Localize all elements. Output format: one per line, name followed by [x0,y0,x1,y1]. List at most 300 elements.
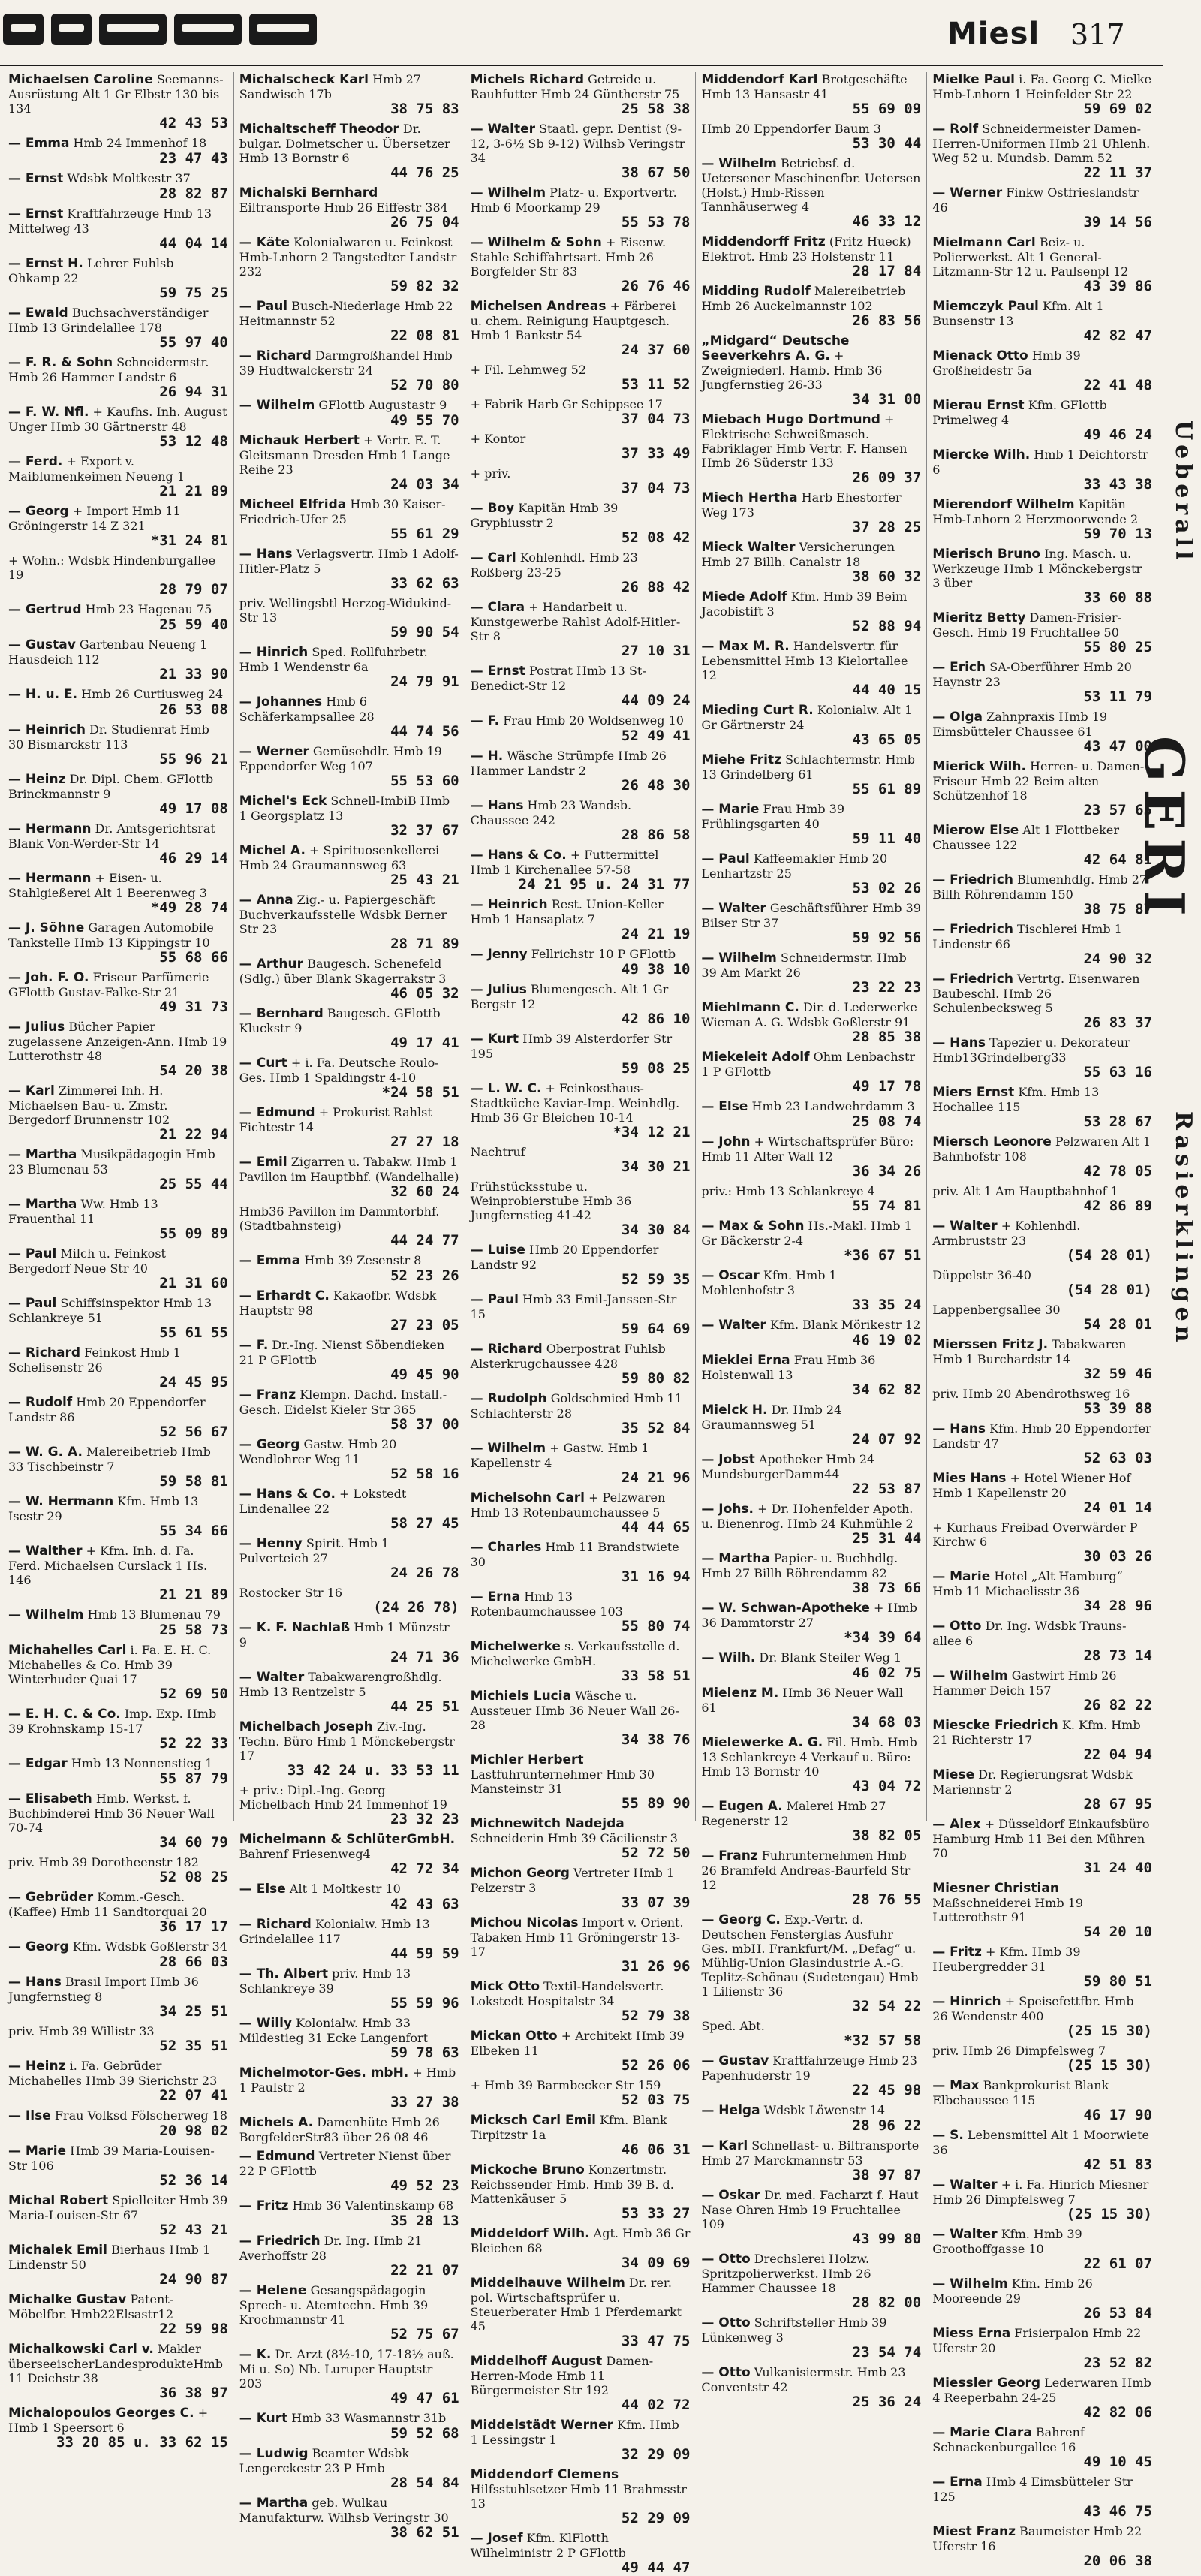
entry-name: — Gebrüder [8,1890,94,1905]
directory-entry [239,1056,459,1101]
entry-name: — Edgar [8,1756,68,1771]
entry-name: — Otto [932,1619,982,1634]
entry-detail: Kolonialw. Hmb 33 Mildestieg 31 Ecke Langenfort [239,2016,429,2045]
directory-entry [239,2115,459,2144]
directory-entry [932,185,1152,230]
entry-phone: 38 97 87 [852,2167,922,2183]
directory-entry [8,72,228,131]
entry-detail: i. Fa. Georg C. Mielke Hmb-Lnhorn 1 Heinfelder Str 22 [932,72,1152,101]
entry-name: — Werner [932,185,1003,200]
directory-entry [471,1243,691,1288]
entry-name: — Clara [470,600,525,615]
directory-entry [471,2113,691,2158]
entry-name: — E. H. C. & Co. [8,1707,121,1722]
directory-entry [8,1707,228,1752]
entry-detail: Rest. Union-Keller Hmb 1 Hansaplatz 7 [470,897,664,926]
directory-entry [239,122,459,181]
entry-phone: 33 60 88 [1083,589,1152,606]
entry-detail: + Dr. Hohenfelder Apoth. u. Bienenrog. Hmb 24 Kuhmühle 2 [701,1502,914,1531]
entry-name: — Julius [8,1020,65,1035]
entry-detail: Dir. d. Lederwerke Wieman A. G. Wdsbk Goßlerstr 91 [701,1000,917,1029]
entry-phone: 43 04 72 [852,1778,922,1794]
entry-name: Mierick Wilh. [932,759,1026,774]
entry-name: — Ferd. [8,454,63,469]
directory-entry [239,2347,459,2406]
entry-phone: 26 53 08 [159,701,228,718]
directory-entry [239,2198,459,2229]
entry-name: — Georg C. [701,1912,781,1927]
entry-phone: 27 23 05 [390,1317,459,1333]
entry-phone: 28 17 84 [852,263,922,279]
entry-phone: 52 70 80 [390,377,459,393]
entry-name: — Else [239,1882,286,1897]
directory-entry [471,550,691,595]
entry-phone: 52 29 09 [621,2510,691,2526]
entry-detail: Kfm. Hmb 26 Mooreende 29 [932,2276,1093,2306]
directory-entry [471,1915,691,1975]
directory-entry [239,794,459,839]
entry-detail: Fuhrunternehmen Hmb 26 Bramfeld Andreas-Baurfeld Str 12 [701,1848,911,1892]
entry-phone: 44 59 59 [390,1945,459,1962]
directory-entry [471,1490,691,1535]
directory-entry [8,1607,228,1638]
entry-phone: 46 06 31 [621,2141,691,2158]
entry-name: — Marie [932,1569,991,1584]
entry-phone: 55 61 89 [852,781,922,797]
entry-detail: Hmb. Werkst. f. Buchbinderei Hmb 36 Neuer Wall 70-74 [8,1791,215,1835]
entry-phone: 20 06 38 [1083,2553,1152,2569]
entry-detail: s. Verkaufsstelle d. Michelwerke GmbH. [470,1639,680,1668]
entry-phone: 49 55 70 [390,412,459,429]
entry-detail: Hmb 1 Deichtorstr 6 [932,447,1148,477]
directory-entry [239,1006,459,1051]
entry-name: — Walter [239,1670,305,1685]
entry-phone: 25 58 73 [159,1622,228,1638]
entry-name: — F. R. & Sohn [8,355,113,370]
entry-name: Michler Herbert [470,1752,584,1767]
entry-detail: + Pelzwaren Hmb 13 Rotenbaumchaussee 5 [470,1490,666,1520]
entry-phone: 46 02 75 [852,1665,922,1681]
entry-phone: 28 67 95 [1083,1796,1152,1812]
entry-name: — H. u. E. [8,687,78,702]
directory-entry [8,206,228,252]
directory-entry [471,1180,691,1238]
directory-entry [471,1081,691,1140]
directory-entry [932,1767,1152,1812]
entry-name: — Paul [8,1296,57,1311]
entry-phone: 26 76 46 [621,278,691,294]
entry-name: — Ilse [8,2108,51,2123]
entry-name: — Oskar [701,2188,761,2203]
entry-name: — Richard [8,1345,81,1360]
directory-column [234,72,465,2541]
entry-name: Michahelles Carl [8,1643,127,1658]
entry-name: Middendorf Clemens [470,2467,619,2482]
entry-phone: 28 66 03 [159,1954,228,1970]
entry-detail: Fellrichstr 10 P GFlottb [531,947,676,961]
entry-name: Miercke Wilh. [932,447,1031,462]
entry-detail: priv. Hmb 26 Dimpfelsweg 7 [932,2044,1106,2058]
directory-entry [8,1445,228,1490]
entry-name: — W. Schwan-Apotheke [701,1601,870,1616]
directory-entry [701,2103,921,2134]
entry-phone: 44 04 14 [159,235,228,252]
directory-entry [932,610,1152,655]
entry-detail: Makler überseeischerLandesprodukteHmb 11 Deichstr 38 [8,2342,223,2385]
entry-name: — Josef [470,2531,523,2546]
directory-entry [701,1502,921,1547]
directory-entry [701,490,921,535]
entry-phone: 55 34 66 [159,1523,228,1539]
entry-name: — Georg [8,1939,69,1954]
directory-entry [701,72,921,117]
entry-detail: Harb Ehestorfer Weg 173 [701,490,902,520]
entry-phone: 22 21 07 [390,2262,459,2279]
entry-name: Miesner Christian [932,1881,1059,1896]
entry-phone: 53 28 67 [1083,1113,1152,1130]
entry-detail: Hmb 24 Immenhof 18 [73,136,207,150]
entry-name: — Joh. F. O. [8,970,89,985]
directory-entry [701,2252,921,2311]
directory-entry [471,1391,691,1436]
directory-entry [239,645,459,690]
entry-phone: 52 22 33 [159,1735,228,1752]
directory-entry [701,1000,921,1045]
entry-phone: 42 86 89 [1083,1198,1152,1214]
entry-phone: 53 33 27 [621,2205,691,2222]
directory-entry [701,1219,921,1264]
entry-detail: Klempn. Dachd. Install.-Gesch. Eidelst Kieler Str 365 [239,1387,447,1417]
entry-name: — Rolf [932,122,979,137]
entry-phone: 59 69 02 [1083,101,1152,117]
entry-detail: + Wohn.: Wdsbk Hindenburgallee 19 [8,553,216,582]
entry-detail: Oberpostrat Fuhlsb Alsterkrugchaussee 428 [470,1342,666,1371]
entry-name: — Wilhelm [239,398,315,413]
directory-entry [932,660,1152,705]
entry-name: — Hans & Co. [470,848,567,863]
entry-detail: + Fil. Lehmweg 52 [470,363,587,377]
entry-detail: Brotgeschäfte Hmb 13 Hansastr 41 [701,72,908,101]
entry-detail: Hmb 23 Landwehrdamm 3 [751,1099,915,1113]
directory-entry [239,2065,459,2111]
entry-detail: Garagen Automobile Tankstelle Hmb 13 Kippingstr 10 [8,920,214,950]
entry-phone: 24 21 95 u. 24 31 77 [518,876,691,893]
entry-phone: 59 80 82 [621,1370,691,1387]
entry-name: — Wilhelm [701,951,777,966]
directory-entry [471,2029,691,2074]
entry-detail: + Elektrische Schweißmasch. Fabriklager Hmb Vertr. F. Hansen Hmb 26 Süderstr 133 [701,412,908,470]
entry-detail: Kfm. Alt 1 Bunsenstr 13 [932,299,1104,328]
entry-phone: 52 59 35 [621,1271,691,1288]
entry-phone: 25 59 40 [159,616,228,633]
entry-detail: Schnell-ImbiB Hmb 1 Georgsplatz 13 [239,794,450,823]
directory-entry [471,1866,691,1911]
briefcase-icon [249,14,317,45]
entry-phone: 32 59 46 [1083,1366,1152,1382]
entry-name: Middendorff Fritz [701,234,826,249]
entry-phone: 54 20 38 [159,1062,228,1079]
entry-detail: Dr. med. Facharzt f. Haut Nase Ohren Hmb 19 Fruchtallee 109 [701,2188,919,2231]
entry-name: — K. [239,2347,272,2362]
entry-phone: 55 69 09 [852,101,922,117]
entry-detail: + Zweigniederl. Hamb. Hmb 36 Jungfernstieg 26-33 [701,348,883,392]
entry-name: — Werner [239,744,309,759]
directory-entry [471,1292,691,1337]
entry-phone: 44 40 15 [852,682,922,698]
entry-name: Mierisch Bruno [932,547,1041,562]
entry-name: — Jenny [470,947,528,962]
entry-phone: 52 69 50 [159,1686,228,1702]
entry-detail: Apotheker Hmb 24 MundsburgerDamm44 [701,1452,875,1481]
entry-detail: Tabakwaren Hmb 1 Burchardstr 14 [932,1337,1127,1366]
entry-name: — Franz [701,1848,758,1863]
entry-detail: Import v. Orient. Tabaken Hmb 11 Gröningerstr 13-17 [470,1915,684,1959]
entry-phone: *24 58 51 [381,1084,459,1101]
entry-detail: + Kontor [470,432,526,446]
entry-name: Miessler Georg [932,2376,1041,2391]
directory-entry [8,1083,228,1143]
entry-name: — Heinrich [470,897,548,912]
entry-name: — Franz [239,1387,296,1402]
directory-entry [932,2128,1152,2173]
directory-entry [932,497,1152,542]
directory-entry [701,752,921,797]
directory-entry [471,897,691,942]
entry-name: — Johannes [239,694,323,710]
entry-phone: 37 04 73 [621,480,691,496]
entry-name: — Walter [932,2177,998,2192]
entry-phone: 55 97 40 [159,334,228,351]
entry-detail: Kfm. Hmb 39 Groothoffgasse 10 [932,2227,1082,2256]
entry-detail: Herren- u. Damen-Friseur Hmb 22 Beim alten Schützenhof 18 [932,759,1145,803]
directory-column [927,72,1157,2569]
entry-name: — Erna [470,1589,521,1604]
entry-name: — Wilhelm [8,1607,84,1622]
entry-name: — Edmund [239,2149,315,2164]
directory-entry [8,1296,228,1341]
entry-name: — Friedrich [239,2234,321,2249]
entry-phone: 55 96 21 [159,751,228,767]
entry-phone: 52 75 67 [390,2326,459,2343]
entry-detail: (Fritz Hueck) Elektrot. Hmb 23 Holstenstr 11 [701,234,911,264]
directory-entry [8,405,228,450]
entry-detail: Vertrtg. Eisenwaren Baubeschl. Hmb 26 Schulenbecksweg 5 [932,972,1140,1015]
entry-name: — Rudolph [470,1391,547,1406]
directory-entry [8,1756,228,1787]
entry-name: — Richard [239,1917,312,1932]
directory-entry [932,1881,1152,1940]
entry-detail: Baugesch. Schenefeld (Sdlg.) über Blank Skagerrakstr 3 [239,957,447,986]
entry-phone: 38 60 32 [852,568,922,585]
directory-entry [239,2496,459,2541]
suitcase-icon [51,14,92,45]
entry-name: — Fritz [932,1945,982,1960]
entry-detail: Goldschmied Hmb 11 Schlachterstr 28 [470,1391,682,1421]
directory-entry [932,1387,1152,1417]
entry-detail: Gemüsehdlr. Hmb 19 Eppendorfer Weg 107 [239,744,442,773]
entry-phone: 59 75 25 [159,285,228,301]
directory-entry [932,872,1152,917]
entry-phone: 59 52 68 [390,2425,459,2442]
entry-phone: 55 80 25 [1083,639,1152,655]
entry-phone: 23 22 23 [852,979,922,996]
entry-phone: 22 61 07 [1083,2255,1152,2272]
entry-detail: Platz- u. Exportvertr. Hmb 6 Moorkamp 29 [470,185,677,215]
entry-name: — Richard [239,348,312,363]
entry-name: — Wilhelm [932,1668,1008,1683]
entry-phone: 59 92 56 [852,929,922,946]
entry-detail: Hmb 33 Wasmannstr 31b [291,2411,447,2425]
directory-entry [701,1799,921,1844]
directory-entry [8,920,228,966]
directory-entry [932,547,1152,606]
directory-entry [471,982,691,1027]
entry-detail: Dr. rer. pol. Wirtschaftsprüfer u. Steuerberater Hmb 1 Pferdemarkt 45 [470,2276,682,2333]
entry-name: — Ernst [8,206,64,221]
directory-entry [239,843,459,888]
directory-entry [932,759,1152,818]
entry-name: — Friedrich [932,972,1013,987]
directory-entry [701,1318,921,1348]
entry-name: — Walter [470,122,535,137]
entry-detail: Dr. bulgar. Dolmetscher u. Übersetzer Hmb 13 Bornstr 6 [239,122,450,165]
entry-name: Mielke Paul [932,72,1015,87]
entry-detail: + Hmb 1 Speersort 6 [8,2406,209,2435]
entry-name: — Gertrud [8,602,82,617]
entry-name: — Fritz [239,2198,289,2213]
entry-name: — Wilhelm [932,2276,1008,2291]
entry-name: — Karl [8,1083,55,1098]
entry-detail: Darmgroßhandel Hmb 39 Hudtwalckerstr 24 [239,348,453,378]
entry-name: Miehlmann C. [701,1000,799,1015]
entry-detail: priv. Wellingsbtl Herzog-Widukind-Str 13 [239,596,452,625]
entry-phone: 52 63 03 [1083,1450,1152,1466]
directory-entry [8,871,228,916]
entry-detail: Hmb 39 Alsterdorfer Str 195 [470,1032,673,1061]
entry-phone: 44 76 25 [390,164,459,181]
entry-name: — Arthur [239,957,303,972]
entry-phone: 32 29 09 [621,2446,691,2463]
entry-name: Miest Franz [932,2524,1016,2539]
directory-entry [471,664,691,709]
directory-entry [8,1494,228,1539]
directory-entry [701,2315,921,2361]
entry-phone: 28 79 07 [159,581,228,598]
entry-detail: Nachtruf [470,1145,525,1159]
entry-phone: 49 52 23 [390,2177,459,2194]
entry-name: — Richard [470,1342,543,1357]
entry-detail: Bahrenf Friesenweg4 [239,1847,371,1861]
entry-detail: Spirit. Hmb 1 Pulverteich 27 [239,1536,390,1565]
entry-name: — Curt [239,1056,287,1071]
entry-detail: Tapezier u. Dekorateur Hmb13Grindelberg33 [932,1035,1130,1065]
entry-detail: Papier- u. Buchhdlg. Hmb 27 Billh Röhrendamm 82 [701,1551,898,1580]
entry-phone: 23 57 65 [1083,802,1152,818]
directory-entry [239,2149,459,2194]
entry-detail: Fil. Hmb. Hmb 13 Schlankreye 4 Verkauf u. Büro: Hmb 13 Bornstr 40 [701,1735,917,1779]
entry-phone: 46 29 14 [159,850,228,866]
directory-entry [701,901,921,946]
entry-name: — Friedrich [932,922,1013,937]
entry-phone: 26 53 84 [1083,2305,1152,2321]
entry-detail: + Düsseldorf Einkaufsbüro Hamburg Hmb 11 Bei den Mühren 70 [932,1817,1150,1860]
directory-entry [239,957,459,1002]
entry-detail: SA-Oberführer Hmb 20 Haynstr 23 [932,660,1132,689]
entry-phone: 34 60 79 [159,1834,228,1851]
directory-entry [239,1586,459,1616]
directory-entry [8,2059,228,2104]
entry-phone: 43 39 86 [1083,278,1152,294]
entry-detail: Schneiderin Hmb 39 Cäcilienstr 3 [470,1831,678,1845]
entry-detail: + i. Fa. Hinrich Miesner Hmb 26 Dimpfelsweg 7 [932,2177,1149,2207]
entry-name: — Erich [932,660,986,675]
directory-entry [932,1268,1152,1298]
entry-name: — Wilhelm [470,1441,546,1456]
entry-phone: 52 56 67 [159,1424,228,1440]
entry-name: — Hermann [8,821,92,836]
entry-name: — Marie [8,2144,67,2159]
entry-detail: Ww. Hmb 13 Frauenthal 11 [8,1197,158,1226]
entry-name: — Paul [701,851,750,866]
directory-entry [932,2044,1152,2074]
entry-detail: Musikpädagogin Hmb 23 Blumenau 53 [8,1147,215,1177]
entry-detail: Tabakwarengroßhdlg. Hmb 13 Rentzelstr 5 [239,1670,442,1699]
entry-phone: 49 17 78 [852,1078,922,1095]
directory-entry [932,122,1152,181]
directory-entry [471,1816,691,1861]
entry-detail: i. Fa. Gebrüder Michahelles Hmb 39 Sierichstr 23 [8,2059,218,2088]
directory-entry [8,2292,228,2337]
entry-phone: 34 09 69 [621,2255,691,2271]
entry-name: Michaltscheff Theodor [239,122,399,137]
entry-detail: Komm.-Gesch. (Kaffee) Hmb 11 Sandtorquai 20 [8,1890,207,1919]
directory-entry [471,1145,691,1175]
entry-phone: 28 82 87 [159,185,228,202]
directory-entry [701,1551,921,1596]
entry-phone: 22 45 98 [852,2082,922,2098]
entry-detail: i. Fa. E. H. C. Michahelles & Co. Hmb 39 Winterhuder Quai 17 [8,1643,212,1686]
entry-detail: Vertreter Nienst über 22 P GFlottb [239,2149,451,2178]
directory-entry [239,299,459,344]
entry-detail: Hmb 11 Brandstwiete 30 [470,1540,679,1569]
directory-entry [8,1890,228,1935]
entry-name: Michou Nicolas [470,1915,579,1930]
entry-detail: Kohlenhdl. Hmb 23 Roßberg 23-25 [470,550,638,580]
directory-entry [471,749,691,794]
entry-name: Michelsohn Carl [470,1490,585,1505]
entry-detail: Buchsachverständiger Hmb 13 Grindelallee 178 [8,306,209,335]
entry-name: — Heinz [8,2059,66,2074]
directory-entry [471,72,691,117]
entry-phone: 24 26 78 [390,1565,459,1581]
entry-detail: Schneidermeister Damen-Herren-Uniformen Hmb 21 Uhlenh. Weg 52 u. Mundsb. Damm 52 [932,122,1151,165]
entry-name: Middelhauve Wilhelm [470,2276,625,2291]
entry-name: Mielmann Carl [932,235,1036,250]
entry-phone: 42 82 47 [1083,327,1152,344]
entry-phone: 26 09 37 [852,469,922,486]
entry-phone: 44 02 72 [621,2397,691,2413]
entry-phone: *49 28 74 [150,899,228,916]
entry-name: — K. F. Nachlaß [239,1620,351,1635]
entry-phone: 58 37 00 [390,1416,459,1433]
entry-phone: (24 26 78) [373,1599,459,1616]
entry-name: — Hans [932,1035,986,1050]
entry-phone: 59 80 51 [1083,1973,1152,1990]
entry-phone: 33 35 24 [852,1297,922,1313]
entry-phone: 46 05 32 [390,985,459,1002]
entry-detail: Kfm. Hmb 20 Eppendorfer Landstr 47 [932,1421,1151,1451]
entry-phone: 36 34 26 [852,1163,922,1180]
